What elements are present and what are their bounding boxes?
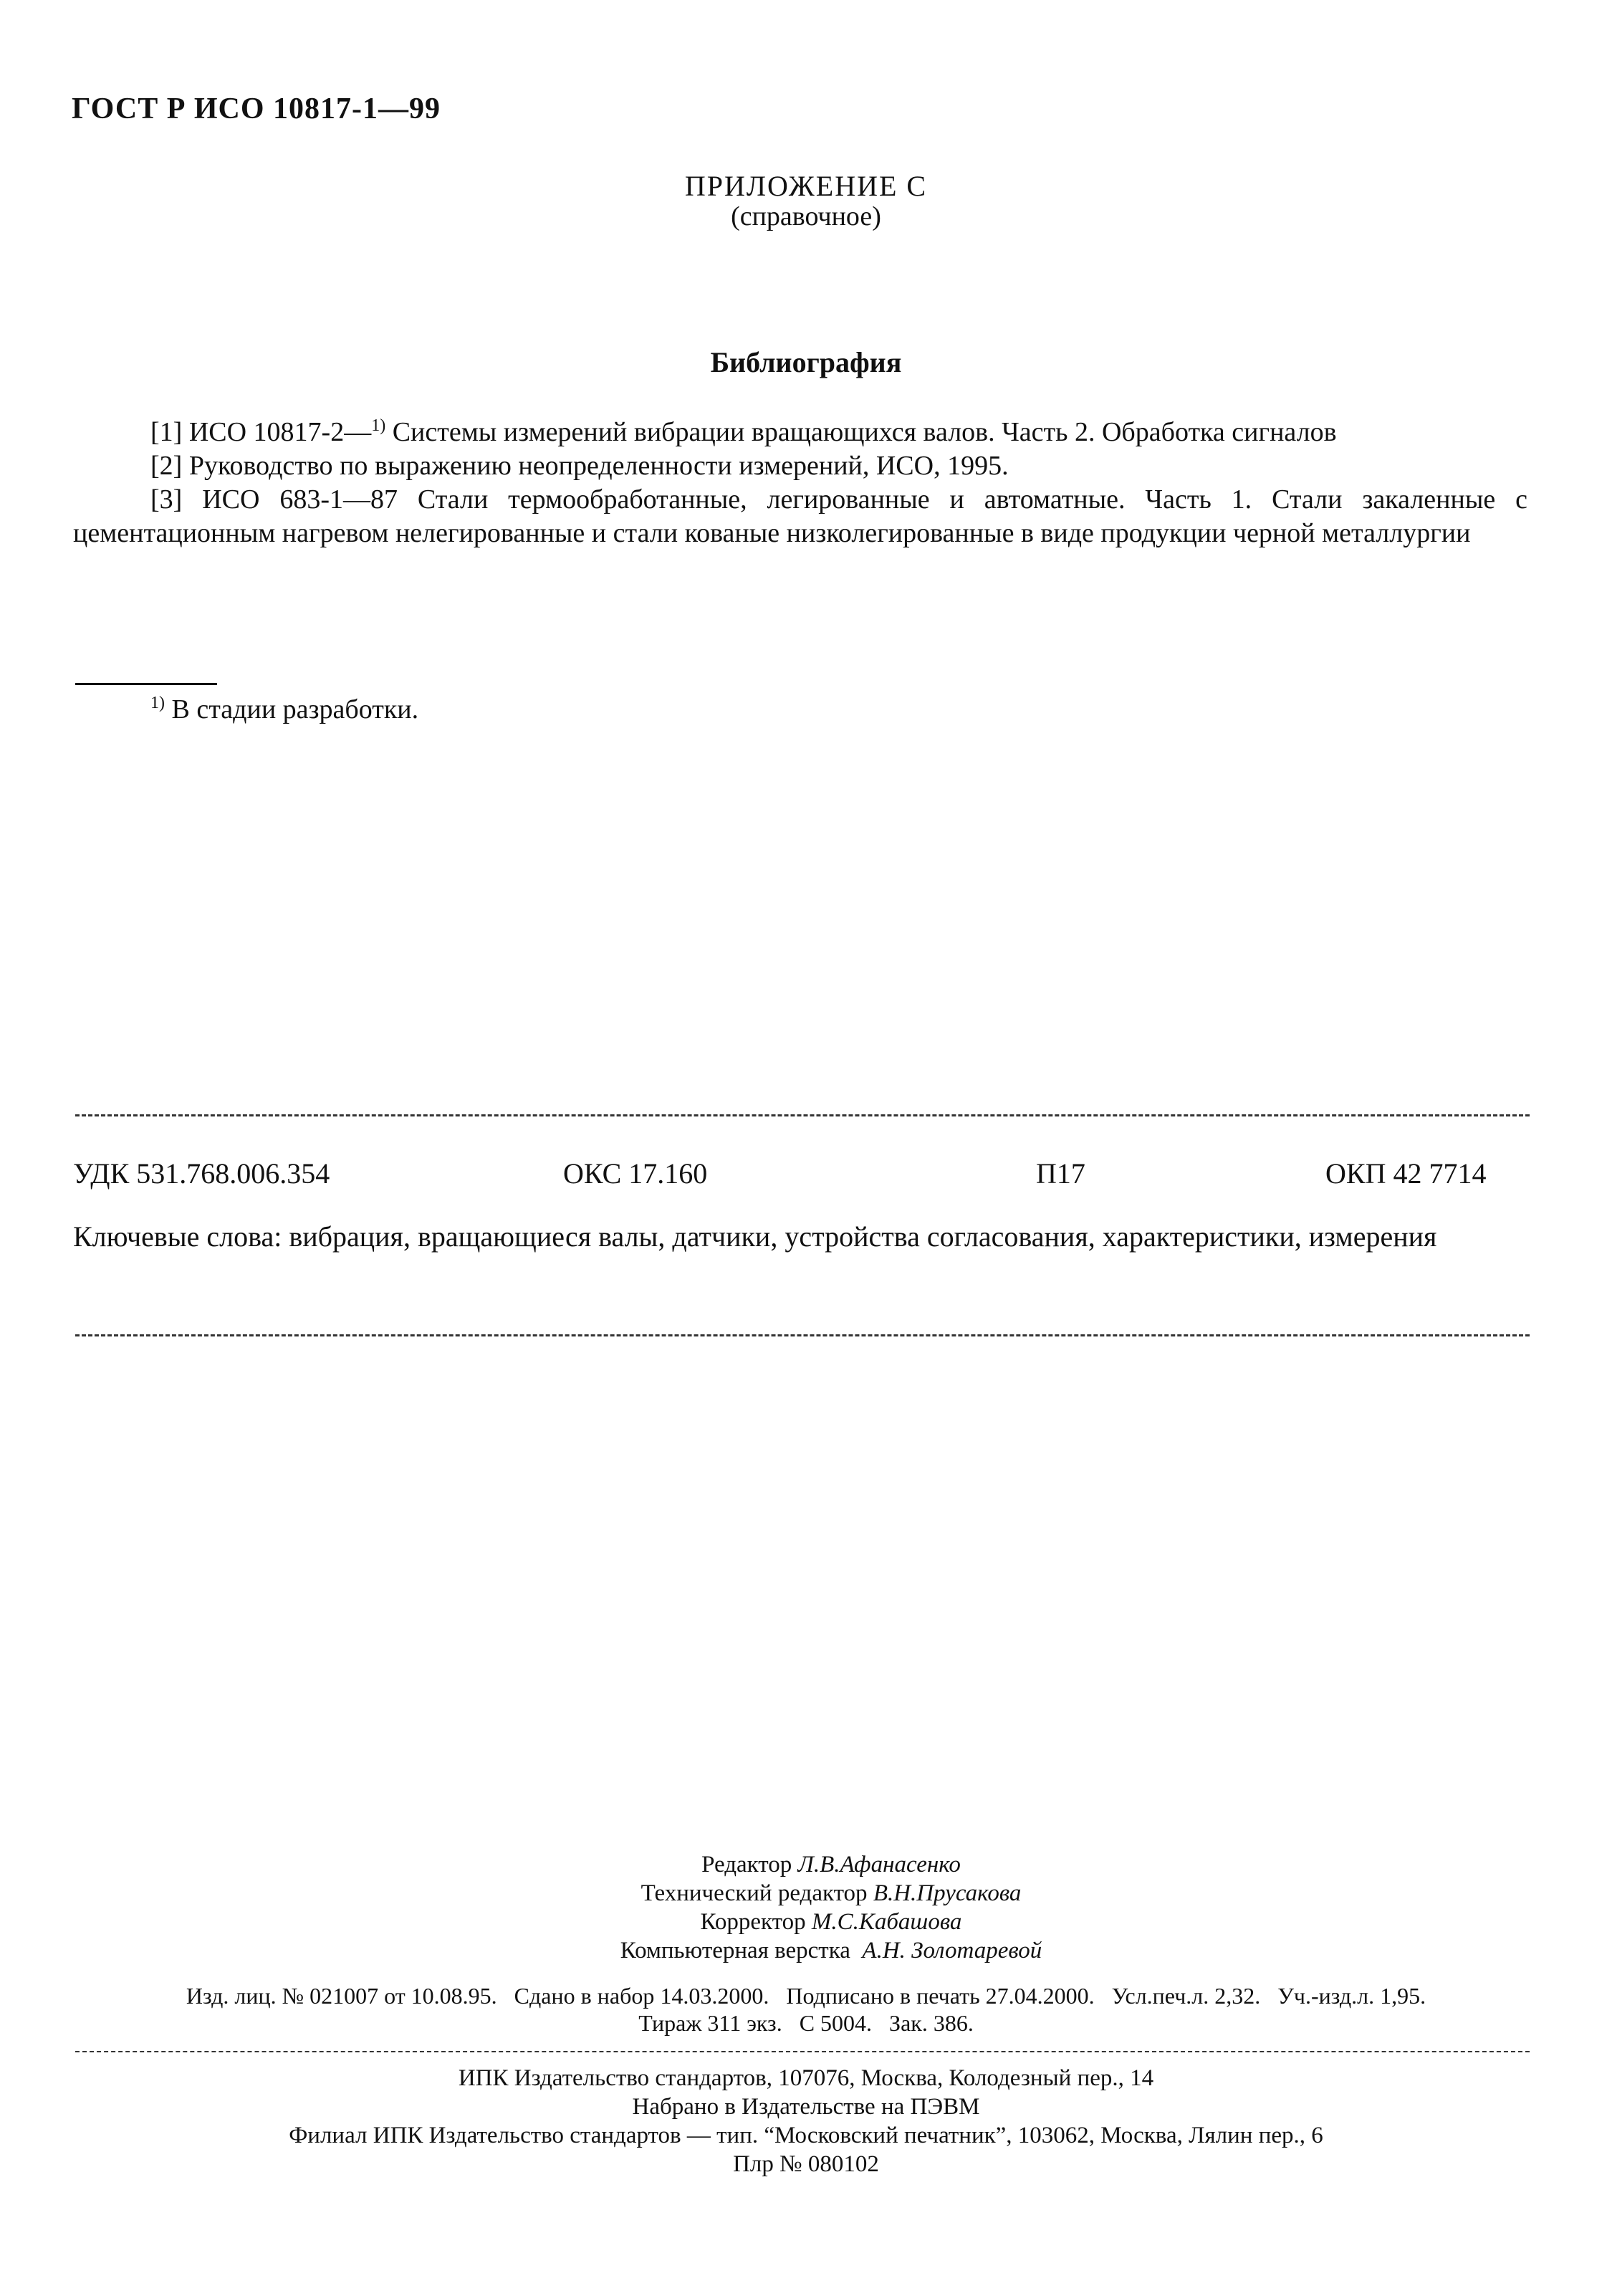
bibliography-entry — [73, 483, 1527, 550]
publication-info-line: Изд. лиц. № 021007 от 10.08.95. Сдано в набор 14.03.2000. Подписано в печать 27.04.2000. Усл.печ.л. 2,32. Уч.-изд.л. 1,95. — [186, 1983, 1426, 2009]
bibliography-entry — [73, 449, 1527, 483]
publication-info — [0, 1982, 1612, 2037]
entry-text: ИСО 683-1—87 Стали термообработанные, легированные и автоматные. Часть 1. Стали закаленные с цементационным нагревом нелегированные и стали кованые низколегированные в виде продукции черной металлургии — [73, 484, 1527, 548]
publisher-line: ИПК Издательство стандартов, 107076, Москва, Колодезный пер., 14 — [458, 2065, 1154, 2091]
appendix-subtitle: (справочное) — [731, 201, 881, 231]
credit-editor: Редактор Л.В.Афанасенко — [701, 1852, 961, 1878]
okp-code: ОКП 42 7714 — [1325, 1157, 1487, 1190]
footnote-text: В стадии разработки. — [165, 694, 419, 724]
bibliography-heading: Библиография — [710, 346, 902, 378]
udk-code: УДК 531.768.006.354 — [73, 1157, 330, 1190]
dashed-separator-bottom — [75, 1334, 1530, 1336]
dashed-separator-top — [75, 1114, 1530, 1116]
credits — [0, 1850, 1612, 1965]
appendix-title: ПРИЛОЖЕНИЕ С — [684, 170, 928, 202]
publisher-line: Плр № 080102 — [733, 2151, 879, 2177]
p-code: П17 — [1036, 1157, 1085, 1190]
dashed-separator-publisher — [75, 2051, 1530, 2052]
credit-tech-editor: Технический редактор В.Н.Прусакова — [641, 1880, 1022, 1906]
footnote — [150, 694, 418, 725]
footnote-divider — [75, 683, 217, 685]
credit-layout: Компьютерная верстка А.Н. Золотаревой — [620, 1938, 1042, 1963]
footnote-mark: 1) — [150, 694, 165, 712]
entry-number: [3] — [150, 484, 183, 515]
entry-number: [1] — [150, 417, 183, 447]
credit-corrector: Корректор М.С.Кабашова — [700, 1909, 962, 1935]
publisher-info — [0, 2064, 1612, 2178]
entry-text: ИСО 10817-2— — [188, 417, 372, 447]
bibliography-entry — [73, 416, 1527, 449]
oks-code: ОКС 17.160 — [563, 1157, 708, 1190]
document-code: ГОСТ Р ИСО 10817-1—99 — [72, 92, 441, 125]
bibliography-list — [73, 416, 1527, 550]
entry-text: Руководство по выражению неопределенности измерений, ИСО, 1995. — [188, 451, 1009, 481]
publication-info-line: Тираж 311 экз. С 5004. Зак. 386. — [638, 2010, 974, 2036]
keywords: Ключевые слова: вибрация, вращающиеся валы, датчики, устройства согласования, характеристики, измерения — [73, 1220, 1437, 1253]
footnote-marker: 1) — [371, 416, 386, 435]
publisher-line: Филиал ИПК Издательство стандартов — тип. “Московский печатник”, 103062, Москва, Лялин пер., 6 — [289, 2123, 1323, 2148]
entry-number: [2] — [150, 451, 183, 481]
entry-text-cont: Системы измерений вибрации вращающихся валов. Часть 2. Обработка сигналов — [385, 417, 1337, 447]
publisher-line: Набрано в Издательстве на ПЭВМ — [632, 2094, 980, 2120]
